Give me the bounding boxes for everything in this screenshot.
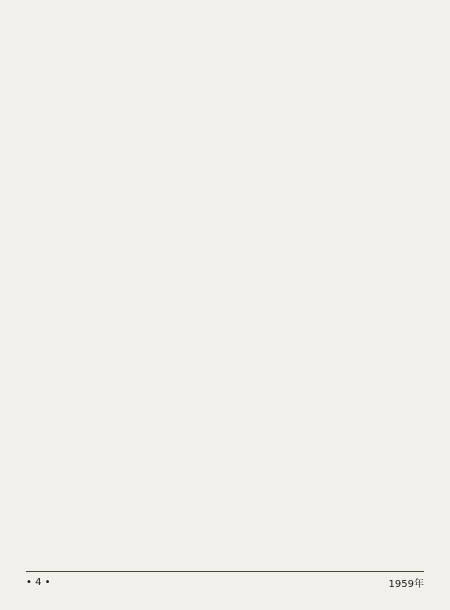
body-paragraph-1 bbox=[26, 8, 424, 385]
page-footer bbox=[26, 574, 424, 590]
body-paragraph-2 bbox=[26, 385, 424, 573]
footer-rule bbox=[26, 571, 424, 572]
issue-year: 1959年 bbox=[388, 578, 424, 590]
page-number: • 4 • bbox=[26, 576, 51, 588]
